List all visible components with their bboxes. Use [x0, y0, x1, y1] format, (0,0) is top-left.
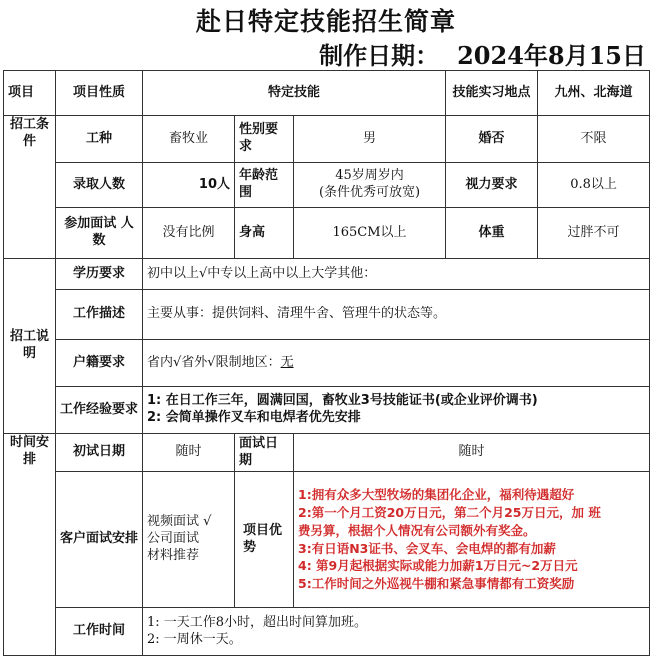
advantage-item: 3:有日语N3证书、会叉车、会电焊的都有加薪	[298, 540, 556, 556]
table-row	[4, 163, 650, 208]
table-row	[4, 340, 650, 387]
hukou-value	[143, 340, 650, 387]
intern-location-label: 技能实习地点	[446, 71, 538, 116]
hukou-label: 户籍要求	[56, 340, 143, 387]
job-value: 畜牧业	[143, 116, 235, 163]
worktime-line: 1: 一天工作8小时，超出时间算加班。	[147, 614, 368, 630]
count-label: 录取人数	[56, 163, 143, 208]
desc-label: 工作描述	[56, 290, 143, 340]
exp-label: 工作经验要求	[56, 387, 143, 434]
interview-ratio-value: 没有比例	[143, 208, 235, 259]
interview-date-label: 面试日期	[235, 434, 294, 472]
recruit-section-label: 招工条件	[4, 116, 56, 259]
weight-value: 过胖不可	[538, 208, 650, 259]
recruitment-table	[3, 70, 650, 656]
age-value-line: 45岁周岁内	[335, 168, 404, 184]
nature-header: 项目性质	[56, 71, 143, 116]
table-row	[4, 434, 650, 472]
desc-value: 主要从事：提供饲料、清理牛舍、管理牛的状态等。	[143, 290, 650, 340]
exp-line: 2: 会简单操作叉车和电焊者优先安排	[147, 410, 361, 425]
advantage-item: 2:第一个月工资20万日元，第二个月25万日元，加 班	[298, 505, 601, 520]
advantage-list	[294, 472, 650, 608]
edu-label: 学历要求	[56, 259, 143, 290]
table-row	[4, 116, 650, 163]
client-option: 材料推荐	[147, 547, 200, 563]
gender-value: 男	[294, 116, 446, 163]
worktime-label: 工作时间	[56, 608, 143, 656]
count-value: 10人	[143, 163, 235, 208]
edu-value: 初中以上√中专以上高中以上大学其他：	[143, 259, 650, 290]
client-interview-options	[143, 472, 235, 608]
date-value: 2024年8月15日	[457, 41, 646, 70]
worktime-line: 2: 一周休一天。	[147, 631, 242, 647]
vision-label: 视力要求	[446, 163, 538, 208]
schedule-section-label: 时间安排	[4, 434, 56, 656]
info-section-label: 招工说明	[4, 259, 56, 434]
table-row	[4, 472, 650, 608]
advantage-label: 项目优势	[235, 472, 294, 608]
table-row	[4, 608, 650, 656]
age-label: 年龄范围	[235, 163, 294, 208]
advantage-item: 5:工作时间之外巡视牛棚和紧急事情都有工资奖励	[298, 576, 575, 591]
creation-date	[319, 36, 646, 71]
skill-type: 特定技能	[143, 71, 446, 116]
client-option: 公司面试	[147, 531, 200, 547]
hukou-prefix: 省内√省外√限制地区：	[147, 354, 281, 370]
height-label: 身高	[235, 208, 294, 259]
first-test-value: 随时	[143, 434, 235, 472]
advantage-item: 费另算，根据个人情况有公司额外有奖金。	[298, 522, 536, 538]
age-value-note: (条件优秀可放宽)	[318, 185, 421, 200]
weight-label: 体重	[446, 208, 538, 259]
exp-value	[143, 387, 650, 434]
client-option: 视频面试 √	[147, 514, 212, 530]
age-value	[294, 163, 446, 208]
advantage-item: 4: 第9月起根据实际或能力加薪1万日元~2万日元	[298, 558, 578, 574]
first-test-label: 初试日期	[56, 434, 143, 472]
interview-date-value: 随时	[294, 434, 650, 472]
height-value: 165CM以上	[294, 208, 446, 259]
table-row	[4, 208, 650, 259]
table-row	[4, 71, 650, 116]
worktime-value	[143, 608, 650, 656]
table-row	[4, 259, 650, 290]
vision-value: 0.8以上	[538, 163, 650, 208]
advantage-item: 1:拥有众多大型牧场的集团化企业，福利待遇超好	[298, 487, 575, 503]
item-header: 项目	[4, 71, 56, 116]
date-label: 制作日期：	[319, 41, 440, 70]
marital-value: 不限	[538, 116, 650, 163]
interview-ratio-label: 参加面试 人数	[56, 208, 143, 259]
client-interview-label: 客户面试安排	[56, 472, 143, 608]
marital-label: 婚否	[446, 116, 538, 163]
hukou-region: 无	[280, 354, 294, 370]
intern-location-value: 九州、北海道	[538, 71, 650, 116]
table-row	[4, 387, 650, 434]
exp-line: 1: 在日工作三年，圆满回国，畜牧业3号技能证书(或企业评价调书)	[147, 393, 538, 409]
gender-label: 性别要求	[235, 116, 294, 163]
document-title: 赴日特定技能招生简章	[195, 7, 456, 36]
job-label: 工种	[56, 116, 143, 163]
table-row	[4, 290, 650, 340]
